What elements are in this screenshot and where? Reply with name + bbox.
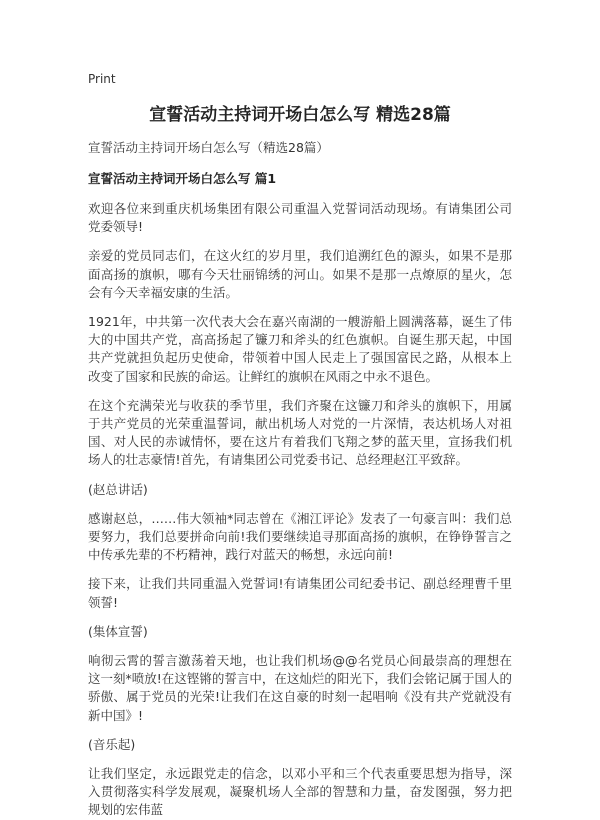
paragraph-opening: 亲爱的党员同志们，在这火红的岁月里，我们追溯红色的源头，如果不是那面高扬的旗帜，哪有今天壮丽锦绣的河山。如果不是那一点燎原的星火，怎会有今天幸福安康的生活。 — [88, 248, 512, 300]
print-label: Print — [88, 72, 116, 86]
paragraph-oath-intro: 接下来，让我们共同重温入党誓词!有请集团公司纪委书记、副总经理曹千里领誓! — [88, 576, 512, 610]
paragraph-history: 1921年，中共第一次代表大会在嘉兴南湖的一艘游船上圆满落幕，诞生了伟大的中国共产党，高高扬起了镰刀和斧头的红色旗帜。自诞生那天起，中国共产党就担负起历史使命，带领着中国人民走上了强国富民之路，从根本上改变了国家和民族的命运。让鲜红的旗帜在风雨之中永不退色。 — [88, 314, 512, 384]
stage-note-music: (音乐起) — [88, 736, 136, 752]
paragraph-closing: 让我们坚定，永远跟党走的信念，以邓小平和三个代表重要思想为指导，深入贯彻落实科学发展观，凝聚机场人全部的智慧和力量，奋发图强，努力把规划的宏伟蓝 — [88, 766, 512, 818]
section-heading: 宣誓活动主持词开场白怎么写 篇1 — [88, 171, 277, 186]
document-title: 宣誓活动主持词开场白怎么写 精选28篇 — [149, 105, 451, 125]
paragraph-welcome: 欢迎各位来到重庆机场集团有限公司重温入党誓词活动现场。有请集团公司党委领导! — [88, 201, 512, 235]
stage-note-speech: (赵总讲话) — [88, 481, 148, 497]
document-subtitle: 宣誓活动主持词开场白怎么写（精选28篇） — [88, 140, 329, 155]
stage-note-oath: (集体宣誓) — [88, 623, 148, 639]
paragraph-gathering: 在这个充满荣光与收获的季节里，我们齐聚在这镰刀和斧头的旗帜下，用属于共产党员的光荣重温誓词，献出机场人对党的一片深情，表达机场人对祖国、对人民的赤诚情怀，要在这片有着我们飞翔之梦的蓝天里，宣扬我们机场人的壮志豪情!首先，有请集团公司党委书记、总经理赵江平致辞。 — [88, 397, 512, 468]
paragraph-thanks: 感谢赵总，……伟大领袖*同志曾在《湘江评论》发表了一句豪言叫：我们总要努力，我们总要拼命向前!我们要继续追寻那面高扬的旗帜，在铮铮誓言之中传承先辈的不朽精神，践行对蓝天的畅想，永远向前! — [88, 510, 512, 563]
paragraph-after-oath: 响彻云霄的誓言激荡着天地，也让我们机场@@名党员心间最崇高的理想在这一刻*喷放!在这铿锵的誓言中，在这灿烂的阳光下，我们会铭记属于国人的骄傲、属于党员的光荣!让我们在这自豪的时刻一起唱响《没有共产党就没有新中国》! — [88, 653, 512, 723]
